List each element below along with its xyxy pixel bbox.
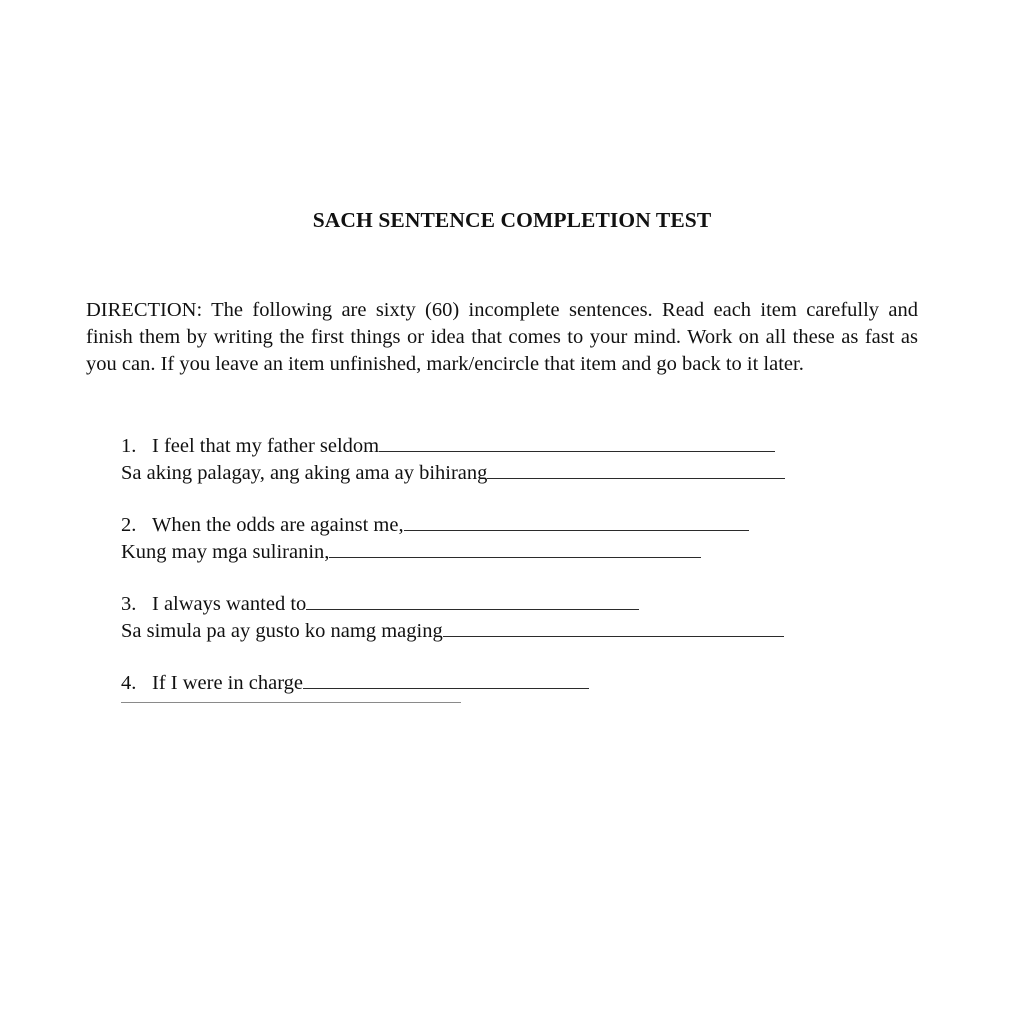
item-english-line	[121, 512, 951, 539]
item-english-line	[121, 433, 951, 460]
direction-paragraph: DIRECTION: The following are sixty (60) incomplete sentences. Read each item carefully and finish them by writing the first things or idea that comes to your mind. Work on all these as fast as you can. If you leave an item unfinished, mark/encircle that item and go back to it later.	[86, 298, 918, 375]
item-answer-blank[interactable]	[379, 438, 775, 452]
item-tagalog-text: Sa simula pa ay gusto ko namg maging	[121, 620, 443, 642]
sentence-item	[121, 591, 951, 645]
item-tagalog-line-wrapper	[121, 618, 951, 645]
item-english-line	[121, 591, 951, 618]
item-answer-blank[interactable]	[404, 517, 749, 531]
page-title: SACH SENTENCE COMPLETION TEST	[312, 208, 712, 232]
sentence-item	[121, 670, 951, 710]
item-english-text: I always wanted to	[152, 593, 307, 615]
sentence-item	[121, 433, 951, 487]
item-answer-blank[interactable]	[487, 465, 785, 479]
item-number: 4.	[121, 672, 137, 694]
item-tagalog-line	[121, 697, 951, 710]
sentence-item	[121, 512, 951, 566]
item-tagalog-line	[121, 460, 951, 487]
item-tagalog-text: Sa aking palagay, ang aking ama ay bihirang	[121, 462, 488, 484]
item-tagalog-line-wrapper	[121, 539, 951, 566]
item-answer-blank[interactable]	[121, 697, 461, 703]
item-tagalog-line	[121, 618, 951, 645]
item-tagalog-line-clipped	[121, 697, 951, 710]
item-tagalog-text: Kung may mga suliranin,	[121, 541, 330, 563]
item-english-text: I feel that my father seldom	[152, 435, 380, 457]
item-english-text: If I were in charge	[152, 672, 304, 694]
sentence-items-list	[121, 433, 951, 710]
item-english-text: When the odds are against me,	[152, 514, 404, 536]
item-number: 2.	[121, 514, 137, 536]
item-english-line	[121, 670, 951, 697]
item-tagalog-line-wrapper	[121, 460, 951, 487]
item-answer-blank[interactable]	[443, 623, 784, 637]
item-answer-blank[interactable]	[303, 675, 589, 689]
item-answer-blank[interactable]	[306, 596, 639, 610]
item-number: 1.	[121, 435, 137, 457]
item-number: 3.	[121, 593, 137, 615]
item-answer-blank[interactable]	[329, 544, 701, 558]
item-tagalog-line	[121, 539, 951, 566]
